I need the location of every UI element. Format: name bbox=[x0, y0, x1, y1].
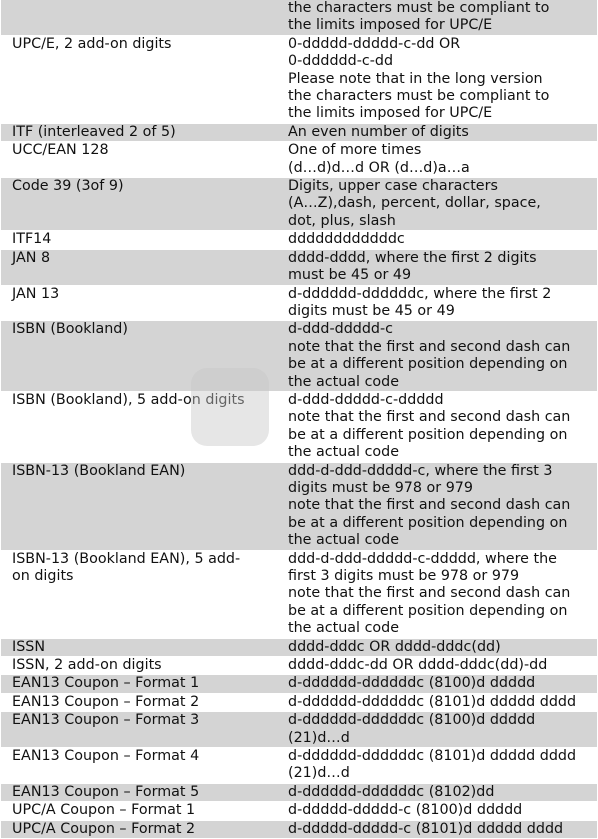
symbology-cell: ISBN (Bookland) bbox=[12, 321, 128, 338]
symbology-cell: ISBN-13 (Bookland EAN) bbox=[12, 462, 186, 479]
table-row bbox=[1, 551, 597, 639]
symbology-cell: EAN13 Coupon – Format 1 bbox=[12, 675, 200, 692]
table-row bbox=[1, 712, 597, 748]
symbology-cell: ITF14 bbox=[12, 231, 52, 248]
format-cell: d-ddddd-ddddd-c (8100)d ddddd bbox=[288, 802, 523, 819]
format-cell: d-ddddd-ddddd-c (8101)d ddddd dddd bbox=[288, 820, 564, 837]
table-row bbox=[1, 231, 597, 249]
format-cell: dddd-dddc OR dddd-dddc(dd) bbox=[288, 638, 501, 655]
format-cell: dddd-dddc-dd OR dddd-dddc(dd)-dd bbox=[288, 657, 548, 674]
format-cell: the characters must be compliant to the limits imposed for UPC/E bbox=[288, 0, 550, 34]
format-cell: d-dddddd-ddddddc, where the first 2 digits must be 45 or 49 bbox=[288, 285, 552, 319]
format-cell: d-dddddd-ddddddc (8100)d ddddd bbox=[288, 675, 536, 692]
table-row bbox=[1, 463, 597, 551]
table-row bbox=[1, 124, 597, 142]
table-row bbox=[1, 178, 597, 231]
symbology-cell: JAN 13 bbox=[12, 285, 60, 302]
format-cell: An even number of digits bbox=[288, 123, 469, 140]
table-row bbox=[1, 250, 597, 286]
format-cell: d-dddddd-ddddddc (8102)dd bbox=[288, 783, 495, 800]
symbology-cell: ISBN (Bookland), 5 add-on digits bbox=[12, 391, 245, 408]
table-row bbox=[1, 36, 597, 124]
format-cell: d-dddddd-ddddddc (8101)d ddddd dddd bbox=[288, 693, 577, 710]
symbology-cell: UCC/EAN 128 bbox=[12, 142, 109, 159]
table-row bbox=[1, 639, 597, 657]
watermark-logo bbox=[191, 368, 269, 446]
symbology-cell: Code 39 (3of 9) bbox=[12, 178, 124, 195]
symbology-cell: UPC/A Coupon – Format 2 bbox=[12, 820, 196, 837]
symbology-cell: EAN13 Coupon – Format 3 bbox=[12, 712, 200, 729]
format-cell: Digits, upper case characters (A…Z),dash, percent, dollar, space, dot, plus, slash bbox=[288, 178, 541, 229]
table-row bbox=[1, 142, 597, 178]
table-row bbox=[1, 321, 597, 392]
format-cell: ddddddddddddc bbox=[288, 231, 405, 248]
symbology-cell: JAN 8 bbox=[12, 249, 51, 266]
table-row bbox=[1, 392, 597, 463]
symbology-cell: EAN13 Coupon – Format 2 bbox=[12, 693, 200, 710]
table-row bbox=[1, 821, 597, 839]
table-row bbox=[1, 286, 597, 322]
symbology-cell: ISSN, 2 add-on digits bbox=[12, 657, 162, 674]
symbology-format-table bbox=[1, 0, 597, 839]
format-cell: d-dddddd-ddddddc (8101)d ddddd dddd (21)d…d bbox=[288, 748, 577, 782]
format-cell: 0-ddddd-ddddd-c-dd OR 0-dddddd-c-dd Please note that in the long version the characters must be compliant to the limits imposed for UPC/E bbox=[288, 35, 550, 122]
format-cell: One of more times (d…d)d…d OR (d…d)a…a bbox=[288, 142, 470, 176]
format-cell: dddd-dddd, where the first 2 digits must be 45 or 49 bbox=[288, 249, 537, 284]
table-row bbox=[1, 784, 597, 802]
format-cell: d-ddd-ddddd-c-ddddd note that the first and second dash can be at a different position depending on the actual code bbox=[288, 391, 571, 461]
symbology-cell: ISBN-13 (Bookland EAN), 5 add- on digits bbox=[12, 550, 241, 584]
table-row bbox=[1, 748, 597, 784]
symbology-cell: ITF (interleaved 2 of 5) bbox=[12, 123, 176, 140]
symbology-cell: ISSN bbox=[12, 638, 46, 655]
symbology-cell: UPC/A Coupon – Format 1 bbox=[12, 802, 196, 819]
format-cell: d-ddd-ddddd-c note that the first and second dash can be at a different position depending on the actual code bbox=[288, 321, 571, 390]
table-row bbox=[1, 675, 597, 693]
symbology-cell: EAN13 Coupon – Format 5 bbox=[12, 783, 200, 800]
symbology-cell: EAN13 Coupon – Format 4 bbox=[12, 748, 200, 765]
symbology-cell: UPC/E, 2 add-on digits bbox=[12, 35, 172, 52]
format-cell: ddd-d-ddd-ddddd-c, where the first 3 digits must be 978 or 979 note that the first and second dash can be at a different position depending on the actual code bbox=[288, 462, 571, 549]
table-row bbox=[1, 657, 597, 675]
table-row bbox=[1, 0, 597, 36]
table-row bbox=[1, 694, 597, 712]
format-cell: d-dddddd-ddddddc (8100)d ddddd (21)d…d bbox=[288, 712, 536, 746]
format-cell: ddd-d-ddd-ddddd-c-ddddd, where the first 3 digits must be 978 or 979 note that the first and second dash can be at a different position depending on the actual code bbox=[288, 550, 571, 637]
